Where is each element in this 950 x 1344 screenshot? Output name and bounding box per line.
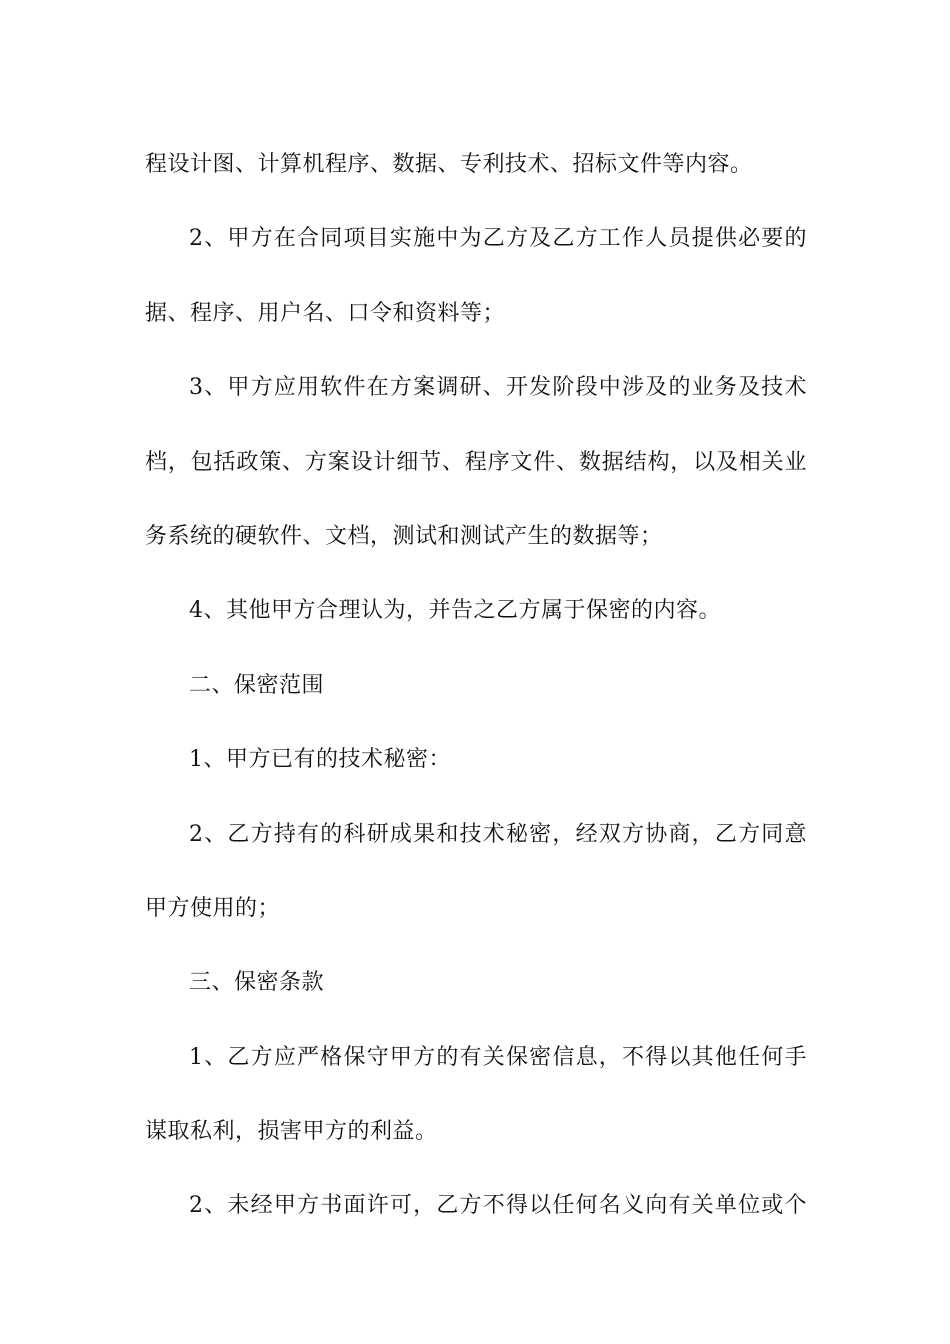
- paragraph-line-terms-1: 1、乙方应严格保守甲方的有关保密信息，不得以其他任何手: [189, 1044, 807, 1070]
- paragraph-line-terms-1-cont: 谋取私利，损害甲方的利益。: [145, 1119, 438, 1145]
- paragraph-line-scope-1: 1、甲方已有的技术秘密：: [189, 747, 451, 773]
- paragraph-line-scope-2-cont: 甲方使用的；: [145, 895, 281, 921]
- paragraph-line-item-3-cont-1: 档，包括政策、方案设计细节、程序文件、数据结构，以及相关业: [145, 449, 807, 475]
- section-heading-scope: 二、保密范围: [189, 672, 325, 698]
- paragraph-line-item-4: 4、其他甲方合理认为，并告之乙方属于保密的内容。: [189, 598, 721, 624]
- document-body: [145, 128, 807, 1244]
- paragraph-line-item-3: 3、甲方应用软件在方案调研、开发阶段中涉及的业务及技术: [189, 375, 807, 401]
- paragraph-line-scope-2: 2、乙方持有的科研成果和技术秘密，经双方协商，乙方同意: [189, 821, 807, 847]
- paragraph-line-item-3-cont-2: 务系统的硬软件、文档，测试和测试产生的数据等；: [145, 523, 663, 549]
- paragraph-line-item-2-cont: 据、程序、用户名、口令和资料等；: [145, 300, 506, 326]
- section-heading-terms: 三、保密条款: [189, 970, 325, 996]
- paragraph-line-terms-2: 2、未经甲方书面许可，乙方不得以任何名义向有关单位或个: [189, 1193, 807, 1219]
- paragraph-line-item-2: 2、甲方在合同项目实施中为乙方及乙方工作人员提供必要的: [189, 226, 807, 252]
- paragraph-line-continuation: 程设计图、计算机程序、数据、专利技术、招标文件等内容。: [145, 152, 753, 177]
